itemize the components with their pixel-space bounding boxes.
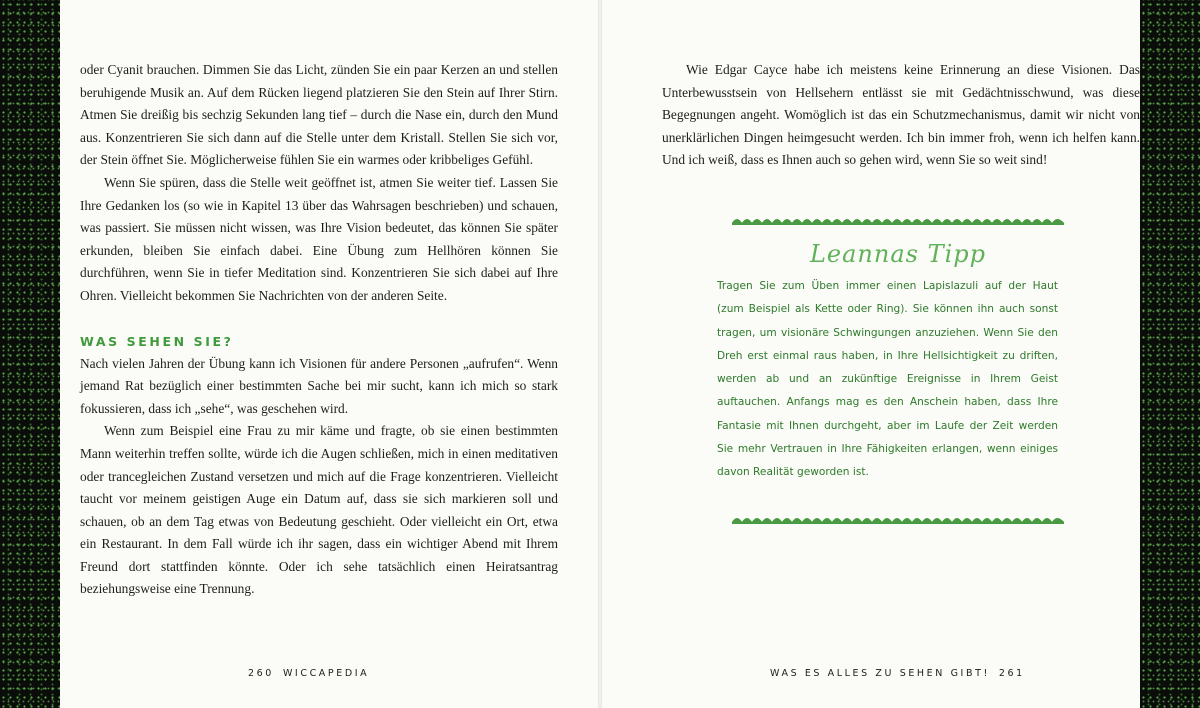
page-number: 260 [248, 668, 274, 679]
right-page [602, 0, 1140, 708]
paragraph: Wenn Sie spüren, dass die Stelle weit geöffnet ist, atmen Sie weiter tief. Lassen Sie Ihre Gedanken los (so wie in Kapitel 13 über das Wahrsagen beschrieben) und schauen, was passiert. Sie müssen nicht wissen, was Ihre Vision bedeutet, das können Sie später erkunden, bleiben Sie einfach dabei. Eine Übung zum Hellhören können Sie durchführen, wenn Sie in tiefer Meditation sind. Konzentrieren Sie sich dabei auf Ihre Ohren. Vielleicht bekommen Sie Nachrichten von der anderen Seite. [80, 174, 558, 303]
tip-title: Leannas Tipp [809, 240, 987, 268]
left-page [60, 0, 598, 708]
running-title: WAS ES ALLES ZU SEHEN GIBT! [770, 668, 990, 679]
page-number: 261 [998, 668, 1025, 679]
wave-divider-top [732, 213, 1064, 225]
running-title: WICCAPEDIA [282, 668, 370, 679]
right-page-edge-decoration [1140, 0, 1200, 708]
right-text-column [662, 59, 1140, 172]
wave-divider-bottom [732, 512, 1064, 524]
tip-text: Tragen Sie zum Üben immer einen Lapislazuli auf der Haut (zum Beispiel als Kette oder Ring). Sie können ihn auch sonst tragen, um visionäre Schwingungen anzuziehen. Wenn Sie den Dreh erst einmal raus haben, in Ihre Hellsichtigkeit zu driften, werden ab und an zukünftige Ereignisse in Ihrem Geist auftauchen. Anfangs mag es den Anschein haben, dass Ihre Fantasie mit Ihnen durchgeht, aber im Laufe der Zeit werden Sie mehr Vertrauen in Ihre Fähigkeiten erlangen, wenn einiges davon Realität geworden ist. [717, 280, 1058, 479]
page-footer-right [770, 668, 1025, 679]
paragraph: oder Cyanit brauchen. Dimmen Sie das Licht, zünden Sie ein paar Kerzen an und stellen beruhigende Musik an. Auf dem Rücken liegend platzieren Sie den Stein auf Ihrer Stirn. Atmen Sie dreißig bis sechzig Sekunden lang tief – durch die Nase ein, durch den Mund aus. Konzentrieren Sie sich dann auf die Stelle unter dem Kristall. Stellen Sie sich vor, der Stein öffnet Sie. Möglicherweise fühlen Sie ein warmes oder kribbeliges Gefühl. [80, 62, 558, 168]
page-footer-left [248, 668, 369, 679]
paragraph: Wenn zum Beispiel eine Frau zu mir käme und fragte, ob sie einen bestimmten Mann weiterhin treffen sollte, würde ich die Augen schließen, mich in einen meditativen oder trancegleichen Zustand versetzen und mich auf die Frage konzentrieren. Vielleicht taucht vor meinem geistigen Auge ein Datum auf, dass sie sich markieren soll und schauen, ob an dem Tag etwas von Bedeutung geschieht. Oder vielleicht ein Ort, etwa ein Restaurant. In dem Fall würde ich ihr sagen, dass ein wichtiger Abend mit Ihrem Freund dort stattfinden könnte. Oder ich sehe tatsächlich einen Heiratsantrag beziehungsweise eine Trennung. [80, 423, 558, 597]
paragraph: Nach vielen Jahren der Übung kann ich Visionen für andere Personen „aufrufen“. Wenn jemand Rat bezüglich einer bestimmten Sache bei mir sucht, kann ich mich so stark fokussieren, dass ich „sehe“, was geschehen wird. [80, 355, 558, 416]
left-page-edge-decoration [0, 0, 60, 708]
paragraph: Wie Edgar Cayce habe ich meistens keine Erinnerung an diese Visionen. Das Unterbewusstsein von Hellsehern entlässt sie mit Gedächtnisschwund, was diese Begegnungen angeht. Womöglich ist das ein Schutzmechanismus, damit wir nicht von unerklärlichen Dingen heimgesucht werden. Ich bin immer froh, wenn ich helfen kann. Und ich weiß, dass es Ihnen auch so gehen wird, wenn Sie so weit sind! [662, 62, 1140, 168]
tip-box [717, 213, 1064, 524]
section-heading: WAS SEHEN SIE? [80, 333, 234, 349]
left-text-column [80, 59, 558, 601]
